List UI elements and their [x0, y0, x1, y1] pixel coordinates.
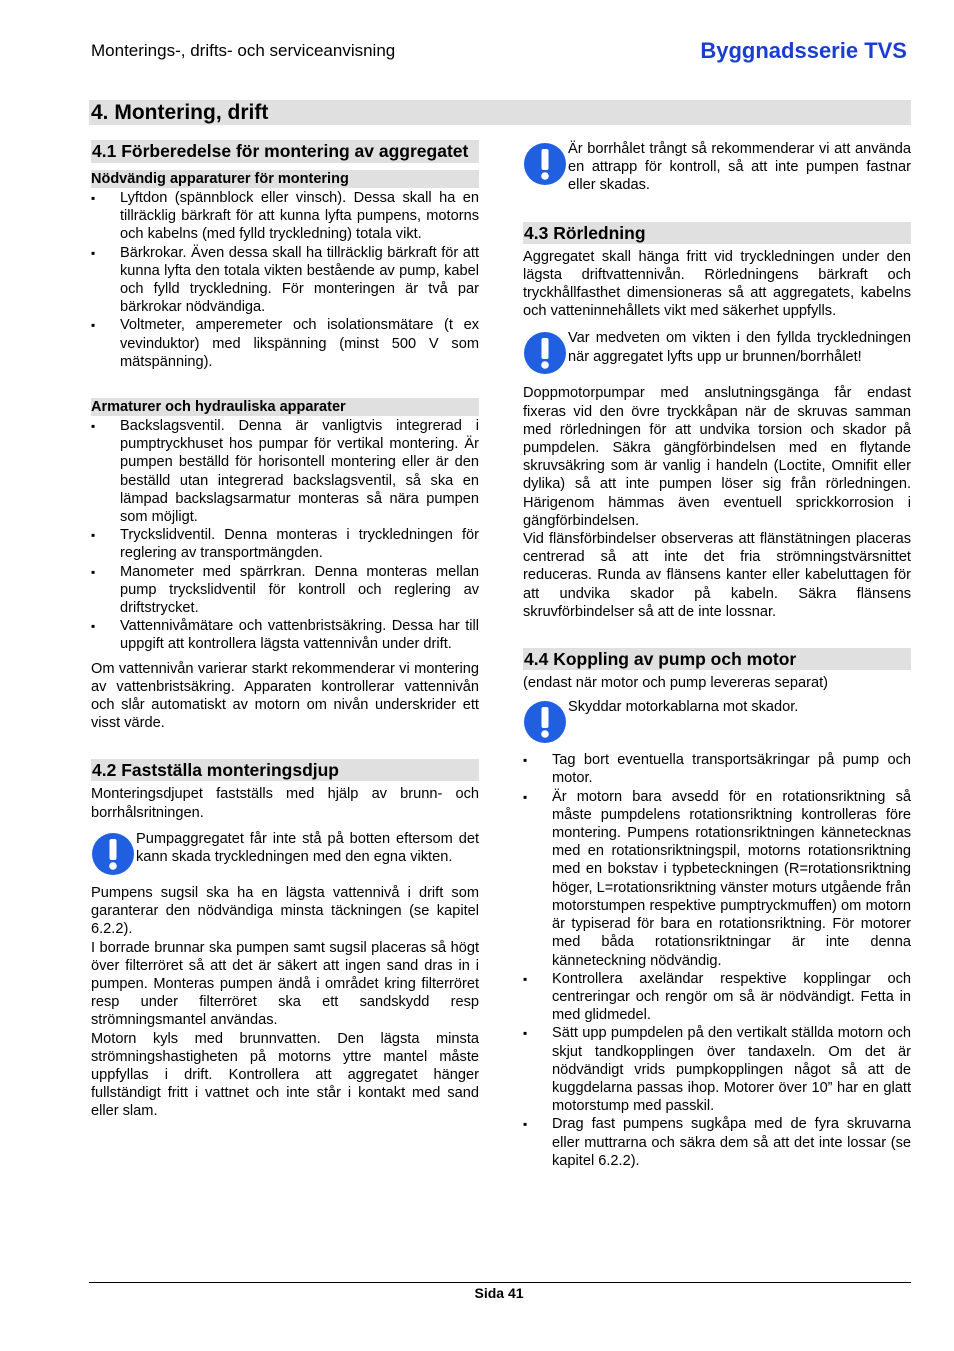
- footer-divider: [89, 1282, 911, 1283]
- section-4-4-heading: 4.4 Koppling av pump och motor: [523, 648, 911, 670]
- list-item: ▪ Kontrollera axeländar respektive kopplingar och centreringar och rengör om så är nödvändigt. Fetta in med glidmedel.: [523, 970, 911, 1025]
- apparatus-list: [91, 189, 479, 371]
- left-column: [91, 140, 479, 1121]
- section-4-2-heading: 4.2 Fastställa monteringsdjup: [91, 759, 479, 781]
- warning-text: Är borrhålet trångt så rekommenderar vi att använda en attrapp för kontroll, så att inte pumpen fastnar eller skadas.: [568, 141, 911, 194]
- list-item: ▪ Bärkrokar. Även dessa skall ha tillräcklig bärkraft för att kunna lyfta den totala vikten bestående av pump, kabel och fylld tryckledning. För monteringen är två par bärkrokar nödvändiga.: [91, 244, 479, 317]
- drilled-wells-paragraph: I borrade brunnar ska pumpen samt sugsil placeras så högt över filterröret så att det är säkert att ingen sand dras in i pumpen. Monteras pumpen ändå i området kring filterröret resp under filterröret ska ett sandskydd resp strömningsmantel användas.: [91, 939, 479, 1029]
- section-4-3-heading: 4.3 Rörledning: [523, 222, 911, 244]
- warning-notice: [91, 830, 479, 876]
- warning-notice: [523, 329, 911, 375]
- list-item: ▪ Lyftdon (spännblock eller vinsch). Dessa skall ha en tillräcklig bärkraft för att kunna lyfta pumpens, motorns och kabelns (med fylld tryckledning) totala vikt.: [91, 189, 479, 244]
- suction-paragraph: Pumpens sugsil ska ha en lägsta vattennivå i drift som garanterar den nödvändiga minsta täckningen (se kapitel 6.2.2).: [91, 884, 479, 938]
- right-column: [523, 140, 911, 1170]
- warning-notice: [523, 140, 911, 195]
- exclamation-icon: [523, 331, 568, 375]
- header-title: Monterings-, drifts- och serviceanvisning: [91, 41, 396, 60]
- flange-paragraph: Vid flänsförbindelser observeras att flänstätningen placeras centrerad så att inte det fria strömningstvärsnittet reduceras. Runda av flänsens kanter eller kabeluttagen för att undvika skador på kabeln. Säkra flänsens skruvförbindelser så att de inte lossnar.: [523, 531, 911, 620]
- separate-delivery-note: (endast när motor och pump levereras separat): [523, 675, 828, 692]
- warning-notice: [523, 698, 911, 744]
- warning-text: Skyddar motorkablarna mot skador.: [568, 699, 799, 716]
- list-item: ▪ Backslagsventil. Denna är vanligtvis integrerad i pumptryckhuset hos pumpar för vertikal montering. Är pumpen beställd för horisontell montering eller är den beställd utan integrerad backslagsventil, så ska en lämpad backslagsarmatur monteras så nära pumpen som möjligt.: [91, 417, 479, 526]
- chapter-heading: 4. Montering, drift: [89, 100, 911, 125]
- subheading-apparatus: Nödvändig apparaturer för montering: [91, 170, 479, 188]
- motor-cooling-paragraph: Motorn kyls med brunnvatten. Den lägsta minsta strömningshastigheten på motorns yttre mantel måste uppfyllas i drift. Kontrollera att aggregatet hänger fullständigt fritt i vattnet och inte står i kontakt med sand eller slam.: [91, 1030, 479, 1120]
- water-level-paragraph: Om vattennivån varierar starkt rekommenderar vi montering av vattenbristsäkring. Apparaten kontrollerar vattennivån och slår automatiskt av motorn om nivån underskrider ett visst värde.: [91, 660, 479, 732]
- list-item: ▪ Tag bort eventuella transportsäkringar på pump och motor.: [523, 751, 911, 787]
- fittings-list: [91, 417, 479, 654]
- list-item: ▪ Drag fast pumpens sugkåpa med de fyra skruvarna eller muttrarna och säkra dem så att det inte lossar (se kapitel 6.2.2).: [523, 1115, 911, 1170]
- depth-intro-paragraph: Monteringsdjupet fastställs med hjälp av brunn- och borrhålsritningen.: [91, 786, 479, 821]
- thread-connection-paragraph: Doppmotorpumpar med anslutningsgänga får endast fixeras vid den övre tryckkåpan när de skruvas samman med rörledningen för att undvika torsion och skador på pumpdelen. Säkra gängförbindelsen med en flytande skruvsäkring som är vanlig i handeln (Loctite, Omnifit eller dylika) så att inte pumpen löser sig från rörledningen. Härigenom hämmas även eventuell sprickkorrosion i gängförbindelsen.: [523, 385, 911, 529]
- list-item: ▪ Är motorn bara avsedd för en rotationsriktning så måste pumpdelens rotationsriktning kontrolleras före montering. Pumpens rotationsriktningen kännetecknas med en rotationsriktningspil, motorns rotationsriktning med en bokstav i typbeteckningen (R=rotationsriktning höger, L=rotationsriktning vänster moturs utgående från motorstumpen respektive pumptryckmuffen) om motorn är typiserad för bara en rotationsriktning. För motorer med båda rotationsriktningar är inte denna känneteckning nödvändig.: [523, 788, 911, 970]
- section-4-1-heading: 4.1 Förberedelse för montering av aggregatet: [91, 140, 479, 163]
- exclamation-icon: [523, 142, 568, 186]
- page-number: Sida 41: [474, 1285, 524, 1301]
- coupling-steps-list: [523, 751, 911, 1170]
- list-item: ▪ Tryckslidventil. Denna monteras i tryckledningen för reglering av transportmängden.: [91, 526, 479, 562]
- list-item: ▪ Sätt upp pumpdelen på den vertikalt ställda motorn och skjut tandkopplingen över tandaxeln. Om det är nödvändigt vrids pumpkopplingen något så att de kuggdelarna passas ihop. Motorer över 10” har en glatt motorstump med passkil.: [523, 1024, 911, 1115]
- series-title: Byggnadsserie TVS: [700, 38, 907, 63]
- subheading-fittings: Armaturer och hydrauliska apparater: [91, 398, 479, 416]
- exclamation-icon: [523, 700, 568, 744]
- list-item: ▪ Vattennivåmätare och vattenbristsäkring. Dessa har till uppgift att kontrollera lägsta vattennivån under drift.: [91, 617, 479, 653]
- warning-text: Var medveten om vikten i den fyllda tryckledningen när aggregatet lyfts upp ur brunnen/borrhålet!: [568, 330, 911, 365]
- warning-text: Pumpaggregatet får inte stå på botten eftersom det kann skada tryckledningen med den egna vikten.: [136, 830, 479, 866]
- list-item: ▪ Voltmeter, amperemeter och isolationsmätare (t ex vevinduktor) med likspänning (minst 500 V som mätspänning).: [91, 316, 479, 371]
- pipeline-paragraph: Aggregatet skall hänga fritt vid tryckledningen under den lägsta driftvattennivån. Rörledningens bärkraft och tryckhållfasthet dimensioneras så att aggregatets, kabelns och vatteninnehållets vikt med säkerhet uppfylls.: [523, 248, 911, 320]
- list-item: ▪ Manometer med spärrkran. Denna monteras mellan pump tryckslidventil för kontroll och reglering av driftstrycket.: [91, 563, 479, 618]
- exclamation-icon: [91, 832, 136, 876]
